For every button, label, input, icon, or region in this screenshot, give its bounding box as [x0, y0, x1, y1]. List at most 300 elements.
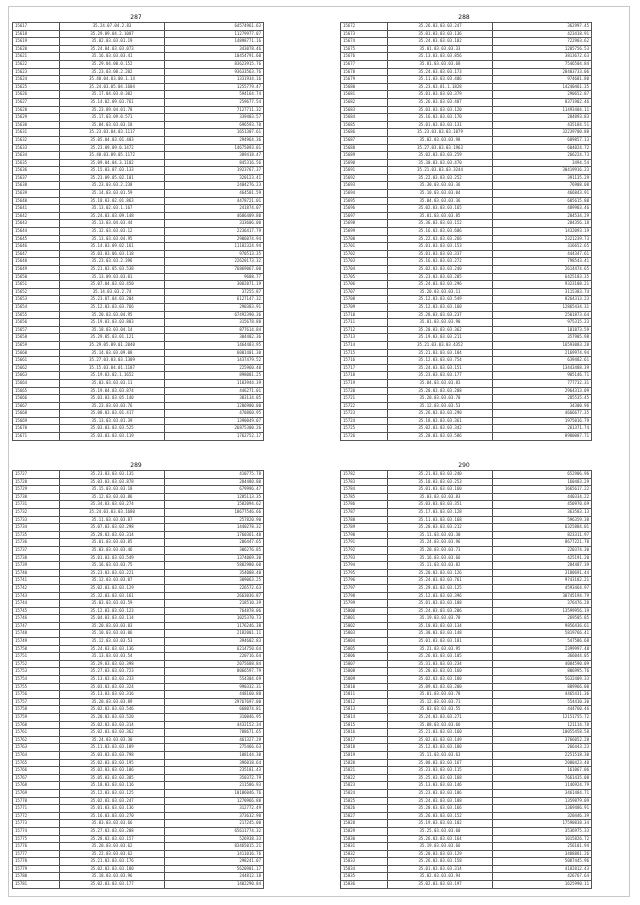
- code-cell: 35.26.03.03.03.105: [388, 653, 493, 661]
- row-number-cell: 15761: [13, 729, 60, 737]
- table-row: [13, 417, 264, 425]
- row-number-cell: 15718: [341, 372, 388, 380]
- code-cell: 35.07.03.03.03.298: [60, 524, 165, 532]
- code-cell: 35.30.03.03.03.36: [388, 182, 493, 190]
- amount-cell: 29767697.00: [165, 698, 264, 706]
- amount-cell: 3494.54: [493, 159, 592, 167]
- table-row: [13, 516, 264, 524]
- row-number-cell: 15724: [341, 417, 388, 425]
- row-number-cell: 15617: [13, 23, 60, 31]
- row-number-cell: 15641: [13, 205, 60, 213]
- table-row: [341, 729, 592, 737]
- row-number-cell: 15703: [341, 258, 388, 266]
- code-cell: 35.22.03.03.03.252: [388, 174, 493, 182]
- amount-cell: 7546504.84: [493, 60, 592, 68]
- table-row: [341, 23, 592, 31]
- amount-cell: 284893.83: [493, 114, 592, 122]
- row-number-cell: 15622: [13, 60, 60, 68]
- table-row: [341, 858, 592, 866]
- code-cell: 35.01.03.03.03.90: [388, 319, 493, 327]
- code-cell: 35.30.03.03.03.148: [388, 630, 493, 638]
- amount-cell: 975315.23: [493, 319, 592, 327]
- code-cell: 35.13.03.03.03.146: [388, 782, 493, 790]
- code-cell: 35.12.03.03.03.125: [60, 789, 165, 797]
- amount-cell: 2663036.87: [165, 592, 264, 600]
- table-row: [341, 630, 592, 638]
- code-cell: 35.16.03.03.03.170: [388, 114, 493, 122]
- amount-cell: 444760.46: [493, 706, 592, 714]
- table-row: [13, 531, 264, 539]
- table-row: [341, 850, 592, 858]
- code-cell: 35.40.04.03.00.1.14: [60, 76, 165, 84]
- table-row: [341, 220, 592, 228]
- code-cell: 35.20.03.03.04.95: [60, 311, 165, 319]
- amount-cell: 1437479.52: [165, 357, 264, 365]
- code-cell: 35.24.04.03.03.073: [60, 45, 165, 53]
- amount-cell: 1206900.00: [165, 402, 264, 410]
- row-number-cell: 15791: [341, 539, 388, 547]
- table-row: [13, 288, 264, 296]
- page-number: 290: [458, 462, 470, 469]
- code-cell: 35.26.03.03.03.247: [388, 23, 493, 31]
- row-number-cell: 15639: [13, 190, 60, 198]
- code-cell: 35.23.03.03.03.221: [60, 569, 165, 577]
- amount-cell: 32239700.88: [493, 129, 592, 137]
- table-row: [341, 197, 592, 205]
- table-row: [13, 501, 264, 509]
- code-cell: 35.02.03.03.03.165: [388, 205, 493, 213]
- table-row: [13, 349, 264, 357]
- table-row: [13, 774, 264, 782]
- table-row: [341, 129, 592, 137]
- code-cell: 35.19.03.02.1.1652: [60, 372, 165, 380]
- row-number-cell: 15768: [13, 782, 60, 790]
- row-number-cell: 15674: [341, 38, 388, 46]
- code-cell: 35.24.03.03.03.173: [388, 68, 493, 76]
- table-row: [341, 417, 592, 425]
- amount-cell: 11102324.94: [165, 243, 264, 251]
- row-number-cell: 15774: [13, 827, 60, 835]
- amount-cell: 284356.18: [493, 220, 592, 228]
- code-cell: 35.13.03.03.03.233: [60, 676, 165, 684]
- row-number-cell: 15707: [341, 288, 388, 296]
- row-number-cell: 15712: [341, 326, 388, 334]
- amount-cell: 315678.88: [165, 319, 264, 327]
- code-cell: 35.02.03.03.03.98: [388, 136, 493, 144]
- row-number-cell: 15806: [341, 653, 388, 661]
- row-number-cell: 15819: [341, 751, 388, 759]
- code-cell: 35.21.03.03.03.184: [388, 349, 493, 357]
- amount-cell: 8980087.71: [493, 433, 592, 441]
- amount-cell: 18677546.66: [165, 508, 264, 516]
- code-cell: 35.24.03.03.03.206: [388, 607, 493, 615]
- row-number-cell: 15632: [13, 136, 60, 144]
- row-number-cell: 15757: [13, 698, 60, 706]
- row-number-cell: 15738: [13, 554, 60, 562]
- amount-cell: 2484276.23: [165, 182, 264, 190]
- amount-cell: 26875300.26: [165, 425, 264, 433]
- code-cell: 35.29.04.00.0.152: [60, 60, 165, 68]
- amount-cell: 444347.61: [493, 250, 592, 258]
- table-row: [13, 144, 264, 152]
- row-number-cell: 15820: [341, 759, 388, 767]
- code-cell: 35.16.03.03.03.75: [60, 562, 165, 570]
- amount-cell: 464501.59: [165, 190, 264, 198]
- amount-cell: 3766052.28: [493, 736, 592, 744]
- row-number-cell: 15825: [341, 797, 388, 805]
- code-cell: 35.21.03.03.03.176: [60, 858, 165, 866]
- row-number-cell: 15667: [13, 402, 60, 410]
- table-row: [13, 357, 264, 365]
- code-cell: 35.24.03.03.03.188: [388, 797, 493, 805]
- amount-cell: 354008.40: [165, 569, 264, 577]
- amount-cell: 1762752.17: [165, 433, 264, 441]
- table-row: [341, 751, 592, 759]
- amount-cell: 970513.35: [165, 250, 264, 258]
- code-cell: 35.18.03.03.03.96: [60, 873, 165, 881]
- table-row: [341, 668, 592, 676]
- row-number-cell: 15731: [13, 501, 60, 509]
- amount-cell: 13443488.39: [493, 364, 592, 372]
- row-number-cell: 15739: [13, 562, 60, 570]
- row-number-cell: 15816: [341, 729, 388, 737]
- table-row: [341, 622, 592, 630]
- code-cell: 35.28.03.03.03.157: [60, 835, 165, 843]
- amount-cell: 845316.56: [165, 159, 264, 167]
- row-number-cell: 15786: [341, 501, 388, 509]
- code-cell: 35.01.03.03.03.85: [388, 212, 493, 220]
- amount-cell: 3813672.63: [493, 53, 592, 61]
- code-cell: 35.04.03.03.03.114: [60, 615, 165, 623]
- table-row: [13, 584, 264, 592]
- code-cell: 35.02.03.03.03.314: [60, 721, 165, 729]
- row-number-cell: 15656: [13, 319, 60, 327]
- code-cell: 35.18.03.03.04.14: [60, 326, 165, 334]
- table-row: [13, 334, 264, 342]
- amount-cell: 10055458.58: [493, 729, 592, 737]
- row-number-cell: 15751: [13, 653, 60, 661]
- table-row: [341, 136, 592, 144]
- amount-cell: 303134.05: [165, 395, 264, 403]
- amount-cell: 7127711.32: [165, 106, 264, 114]
- code-cell: 35.02.03.03.03.177: [60, 881, 165, 889]
- code-cell: 35.02.03.03.03.259: [388, 152, 493, 160]
- row-number-cell: 15829: [341, 827, 388, 835]
- row-number-cell: 15633: [13, 144, 60, 152]
- table-row: [13, 691, 264, 699]
- table-row: [341, 205, 592, 213]
- amount-cell: 777732.31: [493, 379, 592, 387]
- code-cell: 35.17.03.09.0.571: [60, 114, 165, 122]
- amount-cell: 2321239.73: [493, 235, 592, 243]
- row-number-cell: 15642: [13, 212, 60, 220]
- table-row: [341, 182, 592, 190]
- table-row: [341, 60, 592, 68]
- code-cell: 35.11.03.03.03.82: [388, 562, 493, 570]
- row-number-cell: 15748: [13, 630, 60, 638]
- row-number-cell: 15687: [341, 136, 388, 144]
- code-cell: 35.21.03.05.03.538: [60, 266, 165, 274]
- amount-cell: 266443.23: [493, 744, 592, 752]
- row-number-cell: 15821: [341, 767, 388, 775]
- amount-cell: 596359.38: [493, 516, 592, 524]
- row-number-cell: 15649: [13, 266, 60, 274]
- amount-cell: 204534.29: [493, 212, 592, 220]
- table-row: [13, 410, 264, 418]
- row-number-cell: 15804: [341, 638, 388, 646]
- table-row: [13, 577, 264, 585]
- table-row: [341, 865, 592, 873]
- row-number-cell: 15729: [13, 486, 60, 494]
- amount-cell: 1374069.30: [165, 554, 264, 562]
- code-cell: 35.24.03.03.03.96: [388, 539, 493, 547]
- table-row: [13, 721, 264, 729]
- table-row: [13, 167, 264, 175]
- row-number-cell: 15733: [13, 516, 60, 524]
- table-row: [13, 220, 264, 228]
- code-cell: 35.23.03.03.03.205: [388, 273, 493, 281]
- row-number-cell: 15691: [341, 167, 388, 175]
- code-cell: 35.12.03.03.03.86: [60, 493, 165, 501]
- amount-cell: 284480.80: [165, 478, 264, 486]
- code-cell: 35.15.03.04.01.1187: [60, 364, 165, 372]
- table-row: [13, 486, 264, 494]
- amount-cell: 594164.74: [165, 91, 264, 99]
- code-cell: 35.02.03.03.03.180: [388, 676, 493, 684]
- table-row: [13, 98, 264, 106]
- table-row: [341, 311, 592, 319]
- code-cell: 35.01.03.03.03.314: [388, 865, 493, 873]
- row-number-cell: 15715: [341, 349, 388, 357]
- row-number-cell: 15795: [341, 569, 388, 577]
- amount-cell: 809966.00: [493, 683, 592, 691]
- row-number-cell: 15796: [341, 577, 388, 585]
- table-row: [341, 212, 592, 220]
- row-number-cell: 15835: [341, 873, 388, 881]
- amount-cell: 1205113.35: [165, 493, 264, 501]
- code-cell: 35.11.03.03.03.189: [60, 744, 165, 752]
- amount-cell: 220374.30: [493, 546, 592, 554]
- code-cell: 35.25.03.03.03.168: [388, 774, 493, 782]
- table-row: [341, 364, 592, 372]
- table-row: [13, 865, 264, 873]
- amount-cell: 1331934.16: [165, 76, 264, 84]
- amount-cell: 11279977.07: [165, 30, 264, 38]
- amount-cell: 2501873.64: [493, 311, 592, 319]
- code-cell: 35.03.03.03.03.525: [60, 425, 165, 433]
- row-number-cell: 15808: [341, 668, 388, 676]
- table-row: [341, 881, 592, 889]
- amount-cell: 22620173.32: [165, 258, 264, 266]
- code-cell: 35.01.03.03.03.78: [388, 691, 493, 699]
- row-number-cell: 15798: [341, 592, 388, 600]
- amount-cell: 4686409.80: [165, 212, 264, 220]
- code-cell: 35.01.03.03.03.108: [388, 600, 493, 608]
- code-cell: 35.24.03.03.03.30: [60, 736, 165, 744]
- table-row: [13, 303, 264, 311]
- amount-cell: 4432152.34: [165, 721, 264, 729]
- code-cell: 35.11.03.03.03.30: [388, 531, 493, 539]
- row-number-cell: 15679: [341, 76, 388, 84]
- amount-cell: 6325884.01: [493, 524, 592, 532]
- code-cell: 35.12.03.03.03.396: [388, 592, 493, 600]
- code-cell: 35.23.09.05.02.101: [60, 174, 165, 182]
- table-row: [13, 372, 264, 380]
- table-row: [341, 691, 592, 699]
- row-number-cell: 15682: [341, 98, 388, 106]
- table-row: [341, 600, 592, 608]
- table-row: [13, 600, 264, 608]
- table-row: [341, 319, 592, 327]
- table-row: [13, 106, 264, 114]
- code-cell: 35.08.03.03.03.66: [388, 721, 493, 729]
- amount-cell: 217245.00: [165, 820, 264, 828]
- amount-cell: 3082071.19: [165, 281, 264, 289]
- row-number-cell: 15764: [13, 751, 60, 759]
- amount-cell: 339403.57: [165, 114, 264, 122]
- table-row: [341, 357, 592, 365]
- row-number-cell: 15793: [341, 554, 388, 562]
- code-cell: 35.29.03.03.03.398: [60, 660, 165, 668]
- row-number-cell: 15763: [13, 744, 60, 752]
- row-number-cell: 15716: [341, 357, 388, 365]
- code-cell: 35.08.03.03.01.417: [60, 410, 165, 418]
- amount-cell: 211586.93: [165, 782, 264, 790]
- code-cell: 35.19.03.03.03.70: [388, 615, 493, 623]
- code-cell: 35.23.09.09.0.1472: [60, 144, 165, 152]
- table-row: [341, 106, 592, 114]
- amount-cell: 489903.46: [493, 205, 592, 213]
- row-number-cell: 15670: [13, 425, 60, 433]
- amount-cell: 5632409.33: [493, 676, 592, 684]
- table-row: [341, 68, 592, 76]
- amount-cell: 547586.68: [493, 638, 592, 646]
- table-row: [341, 607, 592, 615]
- amount-cell: 1464483.95: [165, 341, 264, 349]
- code-cell: 35.01.03.03.03.181: [388, 638, 493, 646]
- row-number-cell: 15726: [341, 433, 388, 441]
- code-cell: 35.26.03.03.03.164: [388, 835, 493, 843]
- amount-cell: 1923767.37: [165, 167, 264, 175]
- amount-cell: 306276.85: [165, 546, 264, 554]
- code-cell: 35.09.04.04.3.1182: [60, 159, 165, 167]
- table-row: [13, 243, 264, 251]
- amount-cell: 3180691.44: [493, 569, 592, 577]
- amount-cell: 320123.41: [165, 174, 264, 182]
- row-number-cell: 15620: [13, 45, 60, 53]
- table-row: [13, 152, 264, 160]
- amount-cell: 290652.87: [493, 91, 592, 99]
- table-row: [13, 159, 264, 167]
- code-cell: 35.02.03.03.03.342: [388, 425, 493, 433]
- table-row: [13, 714, 264, 722]
- table-row: [13, 83, 264, 91]
- amount-cell: 2236417.79: [165, 228, 264, 236]
- code-cell: 35.17.03.03.03.128: [388, 508, 493, 516]
- code-cell: 35.02.03.03.03.240: [388, 266, 493, 274]
- amount-cell: 284487.39: [493, 562, 592, 570]
- amount-cell: 261371.74: [493, 425, 592, 433]
- row-number-cell: 15654: [13, 303, 60, 311]
- table-row: [341, 645, 592, 653]
- amount-cell: 275466.63: [165, 744, 264, 752]
- code-cell: 35.20.03.03.03.126: [388, 569, 493, 577]
- table-row: [341, 228, 592, 236]
- code-cell: 35.34.03.03.03.274: [60, 501, 165, 509]
- code-cell: 35.13.03.03.04.95: [60, 235, 165, 243]
- amount-cell: 12151755.72: [493, 714, 592, 722]
- amount-cell: 1440278.32: [165, 524, 264, 532]
- amount-cell: 343078.46: [165, 45, 264, 53]
- amount-cell: 2399997.48: [493, 645, 592, 653]
- code-cell: 35.03.03.03.03.11: [60, 379, 165, 387]
- table-row: [13, 630, 264, 638]
- amount-cell: 877614.84: [165, 326, 264, 334]
- row-number-cell: 15665: [13, 387, 60, 395]
- amount-cell: 679996.47: [165, 486, 264, 494]
- code-cell: 35.03.03.03.03.351: [388, 501, 493, 509]
- table-row: [13, 273, 264, 281]
- row-number-cell: 15767: [13, 774, 60, 782]
- table-row: [13, 425, 264, 433]
- row-number-cell: 15637: [13, 174, 60, 182]
- amount-cell: 4084590.09: [493, 660, 592, 668]
- code-cell: 35.16.03.03.03.41: [60, 53, 165, 61]
- code-cell: 35.24.07.04.2.83: [60, 23, 165, 31]
- code-cell: 35.21.03.03.03.160: [388, 729, 493, 737]
- row-number-cell: 15818: [341, 744, 388, 752]
- row-number-cell: 15638: [13, 182, 60, 190]
- table-row: [341, 797, 592, 805]
- amount-cell: 4593464.97: [493, 584, 592, 592]
- table-row: [13, 23, 264, 31]
- row-number-cell: 15787: [341, 508, 388, 516]
- amount-cell: 376476.28: [493, 600, 592, 608]
- table-row: [13, 471, 264, 479]
- amount-cell: 83465015.21: [165, 843, 264, 851]
- table-row: [341, 698, 592, 706]
- amount-cell: 37255.87: [165, 288, 264, 296]
- row-number-cell: 15669: [13, 417, 60, 425]
- table-row: [341, 805, 592, 813]
- code-cell: 35.21.03.03.03.240: [388, 471, 493, 479]
- table-row: [341, 516, 592, 524]
- row-number-cell: 15730: [13, 493, 60, 501]
- row-number-cell: 15770: [13, 797, 60, 805]
- code-cell: 35.19.04.03.03.874: [60, 387, 165, 395]
- amount-cell: 30419916.23: [493, 167, 592, 175]
- amount-cell: 6001401.30: [165, 349, 264, 357]
- code-cell: 35.24.03.03.03.296: [388, 281, 493, 289]
- code-cell: 35.32.03.03.03.161: [60, 592, 165, 600]
- amount-cell: 320446.39: [493, 812, 592, 820]
- code-cell: 35.02.03.03.03.94: [388, 873, 493, 881]
- amount-cell: 1359879.09: [493, 797, 592, 805]
- amount-cell: 1015826.72: [493, 835, 592, 843]
- table-row: [13, 38, 264, 46]
- table-row: [13, 387, 264, 395]
- table-row: [13, 797, 264, 805]
- amount-cell: 394602.83: [165, 638, 264, 646]
- code-cell: 35.15.03.03.03.18: [60, 486, 165, 494]
- row-number-cell: 15758: [13, 706, 60, 714]
- row-number-cell: 15661: [13, 357, 60, 365]
- row-number-cell: 15836: [341, 881, 388, 889]
- code-cell: 35.13.03.04.03.44: [60, 220, 165, 228]
- table-row: [13, 767, 264, 775]
- row-number-cell: 15785: [341, 493, 388, 501]
- table-row: [341, 159, 592, 167]
